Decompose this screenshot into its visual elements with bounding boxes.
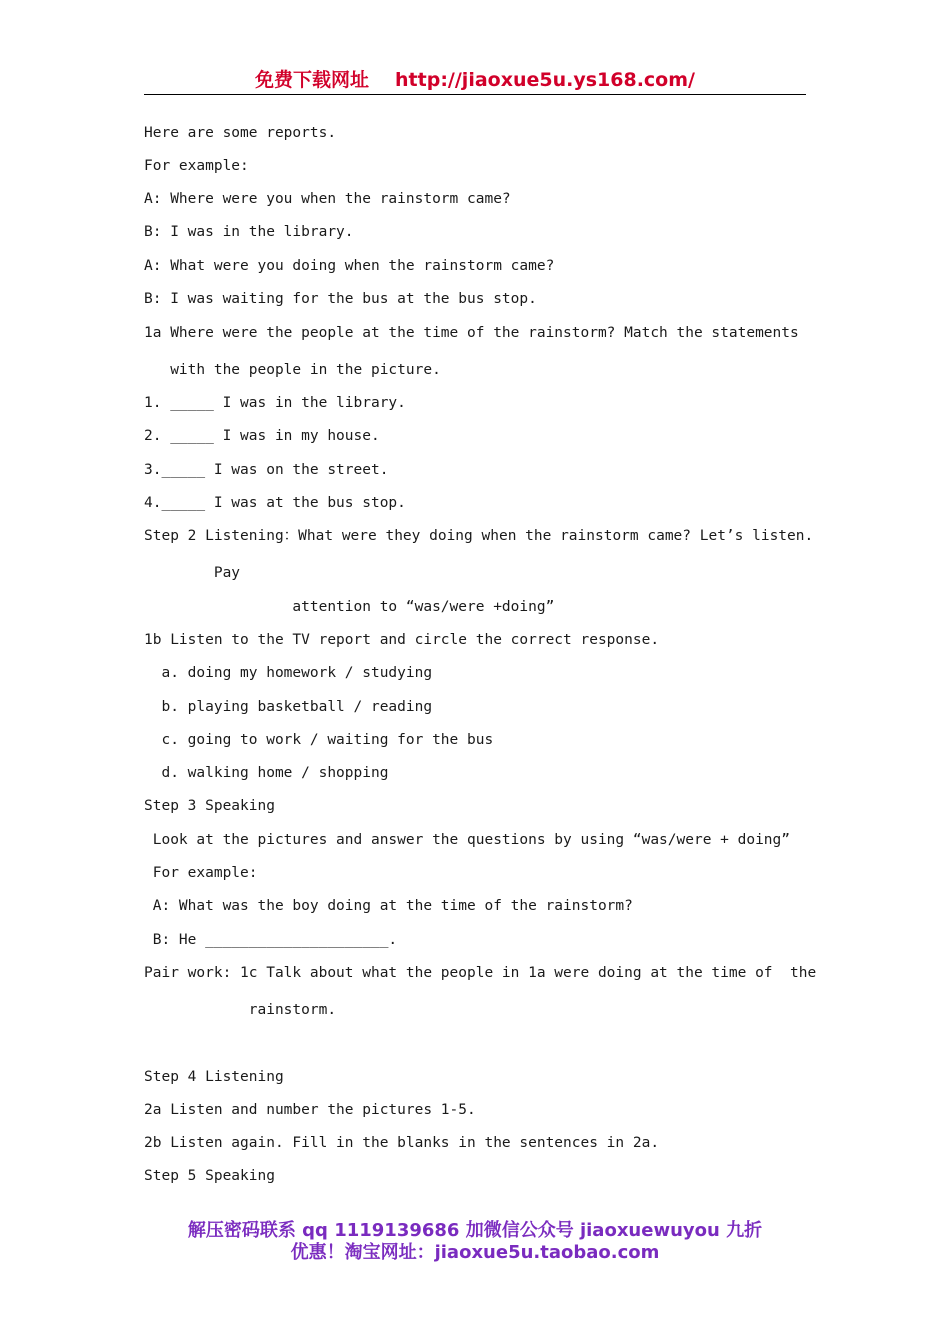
body-line: attention to “was/were +doing”: [144, 599, 555, 615]
body-line: For example:: [144, 865, 258, 881]
body-line: Step 3 Speaking: [144, 798, 275, 814]
body-line: A: Where were you when the rainstorm came?: [144, 191, 511, 207]
body-line: 2b Listen again. Fill in the blanks in the sentences in 2a.: [144, 1135, 660, 1151]
body-line: 2a Listen and number the pictures 1-5.: [144, 1102, 476, 1118]
body-line: Pair work: 1c Talk about what the people in 1a were doing at the time of the: [144, 965, 817, 981]
body-line: Pay: [144, 565, 241, 581]
body-line: 2. _____ I was in my house.: [144, 428, 380, 444]
body-line: B: I was waiting for the bus at the bus stop.: [144, 291, 537, 307]
body-line: rainstorm.: [144, 1002, 337, 1018]
body-line: For example:: [144, 158, 249, 174]
footer-line-1: 解压密码联系 qq 1119139686 加微信公众号 jiaoxuewuyou 九折: [187, 1220, 763, 1241]
body-line: B: He _____________________.: [144, 932, 398, 948]
body-line: a. doing my homework / studying: [144, 665, 433, 681]
page-header: [144, 68, 806, 95]
body-line: B: I was in the library.: [144, 224, 354, 240]
body-line: d. walking home / shopping: [144, 765, 389, 781]
body-line: 4._____ I was at the bus stop.: [144, 495, 406, 511]
body-line: Step 2 Listening：What were they doing when the rainstorm came? Let’s listen.: [144, 528, 814, 544]
body-line: Look at the pictures and answer the questions by using “was/were + doing”: [144, 832, 791, 848]
body-line: 1. _____ I was in the library.: [144, 395, 406, 411]
header-url-link[interactable]: http://jiaoxue5u.ys168.com/: [395, 69, 695, 91]
header-label: 免费下载网址: [255, 69, 370, 91]
body-line: 1a Where were the people at the time of the rainstorm? Match the statements: [144, 325, 799, 341]
body-line: b. playing basketball / reading: [144, 699, 433, 715]
footer-line-2: 优惠！淘宝网址：jiaoxue5u.taobao.com: [290, 1242, 660, 1263]
body-line: 3._____ I was on the street.: [144, 462, 389, 478]
body-line: Step 5 Speaking: [144, 1168, 275, 1184]
body-line: Step 4 Listening: [144, 1069, 284, 1085]
body-line: A: What were you doing when the rainstorm came?: [144, 258, 555, 274]
body-line: Here are some reports.: [144, 125, 337, 141]
body-line: with the people in the picture.: [144, 362, 441, 378]
body-line: 1b Listen to the TV report and circle the correct response.: [144, 632, 660, 648]
body-line: A: What was the boy doing at the time of the rainstorm?: [144, 898, 633, 914]
body-line: c. going to work / waiting for the bus: [144, 732, 494, 748]
